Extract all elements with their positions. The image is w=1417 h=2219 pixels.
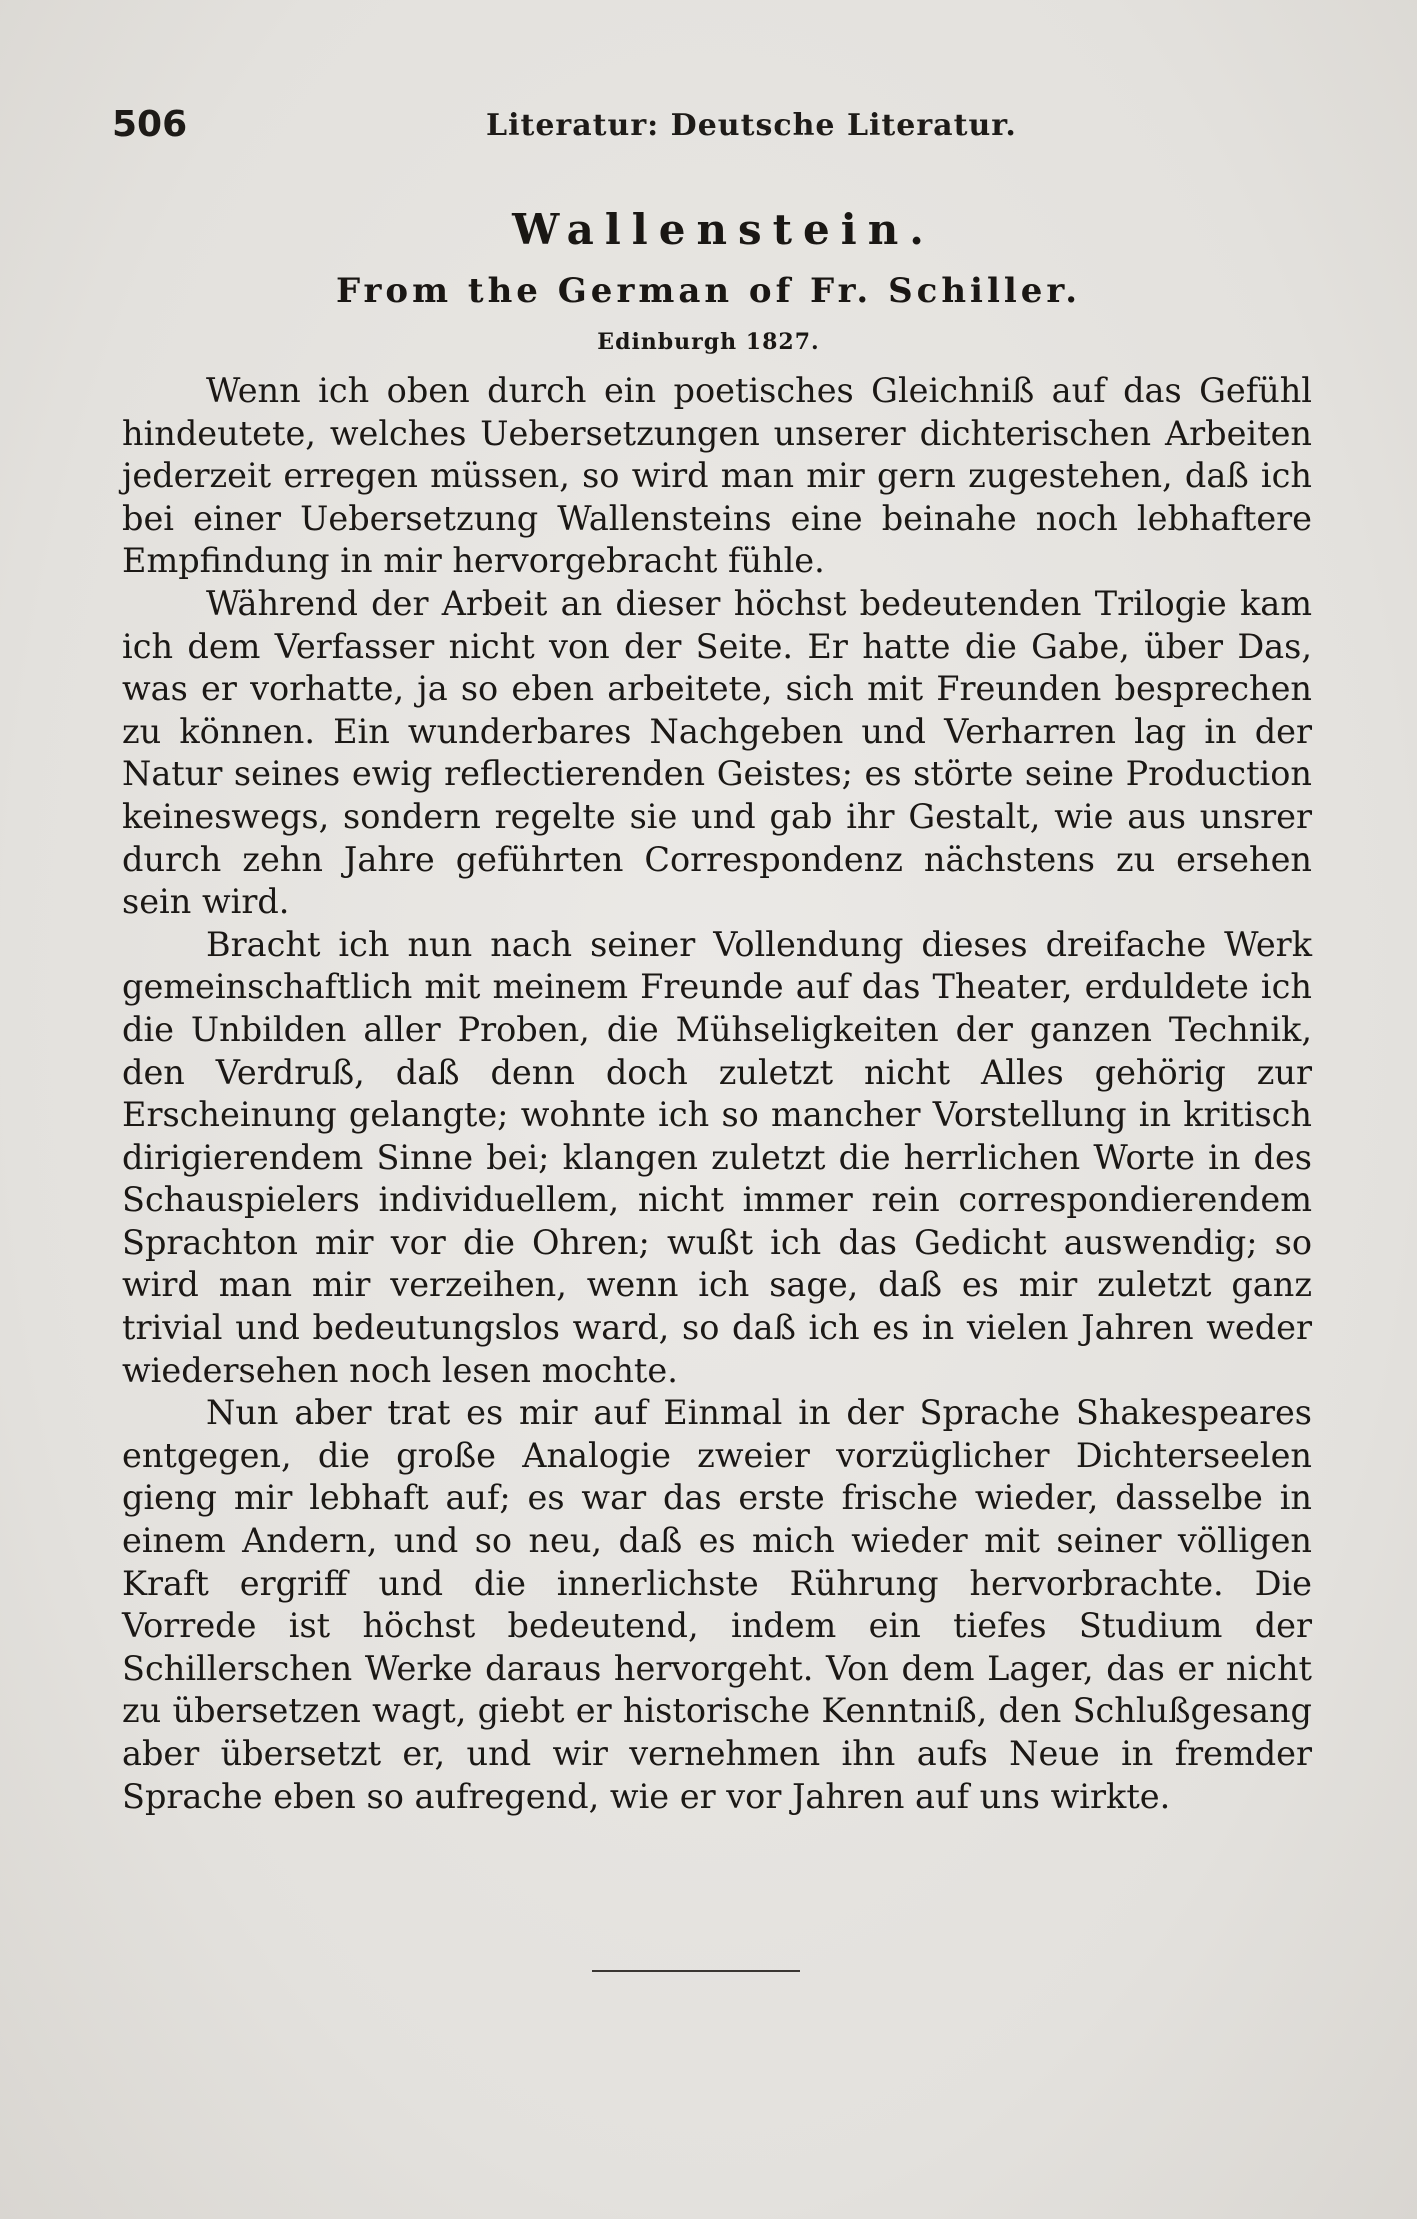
paragraph: Nun aber trat es mir auf Einmal in der Sprache Shakespeares entgegen, die große Analogie zweier vorzüglicher Dichterseelen gieng mir lebhaft auf; es war das erste frische wieder, dasselbe in einem Andern, und so neu, daß es mich wieder mit seiner völligen Kraft ergriff und die innerlichste Rührung hervorbrachte. Die Vorrede ist höchst bedeutend, indem ein tiefes Studium der Schillerschen Werke daraus hervorgeht. Von dem Lager, das er nicht zu übersetzen wagt, giebt er historische Kenntniß, den Schlußgesang aber übersetzt er, und wir vernehmen ihn aufs Neue in fremder Sprache eben so aufregend, wie er vor Jahren auf uns wirkte. [122,1393,1312,1816]
article-heading [0,205,1417,355]
running-head [112,104,1322,148]
article-subtitle: From the German of Fr. Schiller. [335,271,1082,311]
article-body [122,370,1312,1818]
paragraph: Wenn ich oben durch ein poetisches Gleichniß auf das Gefühl hindeutete, welches Uebersetzungen unserer dichterischen Arbeiten jederzeit erregen müssen, so wird man mir gern zugestehen, daß ich bei einer Uebersetzung Wallensteins eine beinahe noch lebhaftere Empfindung in mir hervorgebracht fühle. [122,371,1312,581]
page-number: 506 [112,104,188,145]
paragraph: Während der Arbeit an dieser höchst bedeutenden Trilogie kam ich dem Verfasser nicht von der Seite. Er hatte die Gabe, über Das, was er vorhatte, ja so eben arbeitete, sich mit Freunden besprechen zu können. Ein wunderbares Nachgeben und Verharren lag in der Natur seines ewig reflectierenden Geistes; es störte seine Production keineswegs, sondern regelte sie und gab ihr Gestalt, wie aus unsrer durch zehn Jahre geführten Correspondenz nächstens zu ersehen sein wird. [122,583,1312,922]
article-title: Wallenstein. [512,205,935,254]
paragraph: Bracht ich nun nach seiner Vollendung dieses dreifache Werk gemeinschaftlich mit meinem Freunde auf das Theater, erduldete ich die Unbilden aller Proben, die Mühseligkeiten der ganzen Technik, den Verdruß, daß denn doch zuletzt nicht Alles gehörig zur Erscheinung gelangte; wohnte ich so mancher Vorstellung in kritisch dirigierendem Sinne bei; klangen zuletzt die herrlichen Worte in des Schauspielers individuellem, nicht immer rein correspondierendem Sprachton mir vor die Ohren; wußt ich das Gedicht auswendig; so wird man mir verzeihen, wenn ich sage, daß es mir zuletzt ganz trivial und bedeutungslos ward, so daß ich es in vielen Jahren weder wiedersehen noch lesen mochte. [122,924,1312,1390]
article-imprint: Edinburgh 1827. [597,329,820,355]
section-divider [592,1970,800,1972]
running-title: Literatur: Deutsche Literatur. [486,108,1017,143]
